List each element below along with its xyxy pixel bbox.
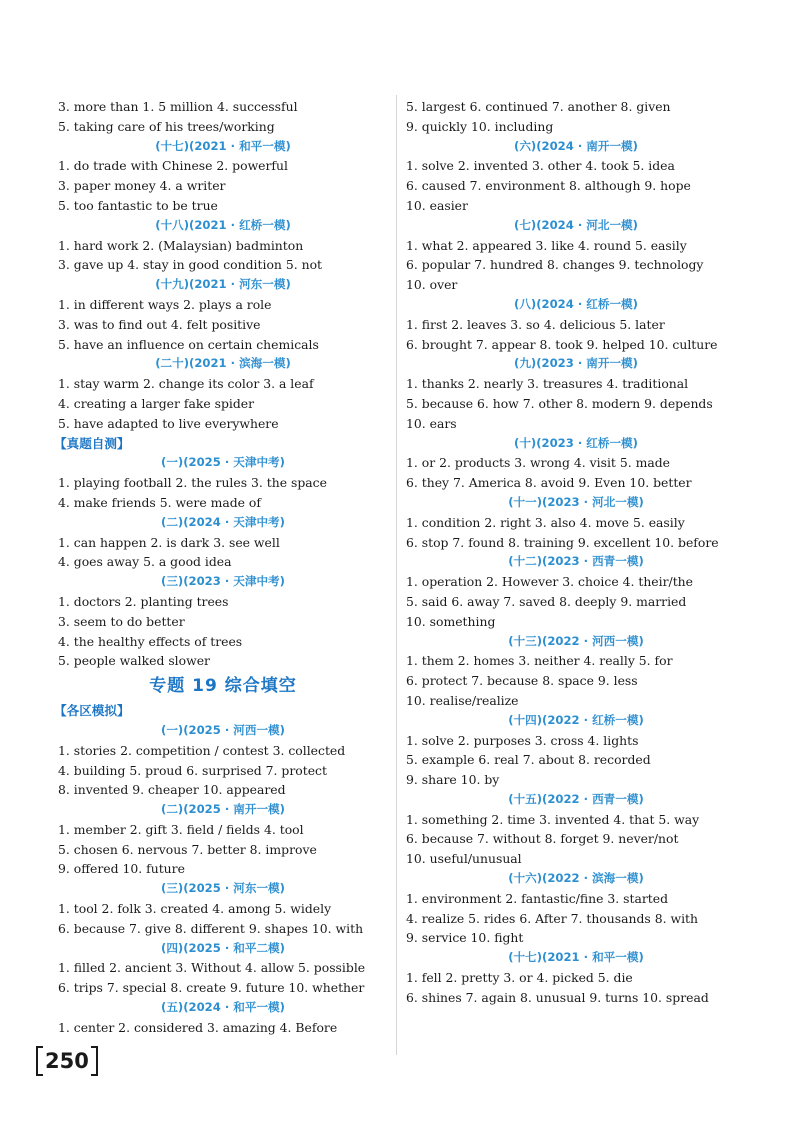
answer-line: 10. ears: [406, 415, 457, 431]
answer-line: 8. invented 9. cheaper 10. appeared: [58, 782, 286, 798]
section-heading: (十七)(2021 · 和平一模): [155, 138, 291, 153]
section-heading: (一)(2025 · 天津中考): [161, 455, 285, 470]
section-heading: (五)(2024 · 和平一模): [161, 1000, 285, 1015]
section-heading: (十七)(2021 · 和平一模): [508, 950, 644, 965]
answer-line: 9. quickly 10. including: [406, 118, 554, 134]
answer-line: 1. stay warm 2. change its color 3. a leaf: [58, 376, 314, 392]
answer-line: 6. because 7. without 8. forget 9. never/not: [406, 831, 679, 847]
section-heading: (十八)(2021 · 红桥一模): [155, 217, 291, 232]
answer-line: 6. they 7. America 8. avoid 9. Even 10. better: [406, 475, 692, 491]
page-bracket-right: [91, 1046, 98, 1076]
answer-line: 10. realise/realize: [406, 692, 519, 708]
answer-line: 1. filled 2. ancient 3. Without 4. allow 5. possible: [58, 960, 366, 976]
answer-line: 4. make friends 5. were made of: [58, 494, 261, 510]
answer-line: 6. stop 7. found 8. training 9. excellent 10. before: [406, 534, 719, 550]
answer-line: 1. in different ways 2. plays a role: [58, 296, 272, 312]
section-heading: (二)(2024 · 天津中考): [161, 514, 285, 529]
answer-line: 1. hard work 2. (Malaysian) badminton: [58, 237, 304, 253]
right-answer-column: [406, 97, 746, 1008]
answer-line: 4. building 5. proud 6. surprised 7. protect: [58, 762, 327, 778]
answer-line: 1. solve 2. purposes 3. cross 4. lights: [406, 732, 639, 748]
answer-line: 5. have adapted to live everywhere: [58, 415, 279, 431]
answer-line: 1. member 2. gift 3. field / fields 4. tool: [58, 821, 304, 837]
answer-line: 5. too fantastic to be true: [58, 197, 218, 213]
column-divider: [396, 95, 397, 1055]
answer-line: 6. because 7. give 8. different 9. shapes 10. with: [58, 920, 364, 936]
answer-line: 6. shines 7. again 8. unusual 9. turns 10. spread: [406, 989, 709, 1005]
answer-line: 5. example 6. real 7. about 8. recorded: [406, 752, 651, 768]
answer-line: 1. can happen 2. is dark 3. see well: [58, 534, 280, 550]
section-heading: (一)(2025 · 河西一模): [161, 722, 285, 737]
answer-line: 1. something 2. time 3. invented 4. that 5. way: [406, 811, 700, 827]
left-answer-column: [54, 97, 388, 1038]
answer-line: 6. protect 7. because 8. space 9. less: [406, 673, 638, 689]
answer-line: 9. service 10. fight: [406, 930, 524, 946]
answer-line: 3. paper money 4. a writer: [58, 178, 226, 194]
answer-line: 9. share 10. by: [406, 772, 500, 788]
answer-line: 1. environment 2. fantastic/fine 3. started: [406, 890, 669, 906]
answer-line: 3. was to find out 4. felt positive: [58, 316, 261, 332]
answer-line: 10. easier: [406, 197, 468, 213]
answer-line: 1. operation 2. However 3. choice 4. their/the: [406, 574, 693, 590]
answer-line: 1. doctors 2. planting trees: [58, 593, 229, 609]
page-bracket-left: [36, 1046, 43, 1076]
answer-line: 3. seem to do better: [58, 613, 185, 629]
answer-line: 1. thanks 2. nearly 3. treasures 4. traditional: [406, 376, 689, 392]
answer-line: 9. offered 10. future: [58, 861, 185, 877]
section-heading: (十一)(2023 · 河北一模): [508, 494, 644, 509]
answer-line: 4. the healthy effects of trees: [58, 633, 243, 649]
answer-line: 1. condition 2. right 3. also 4. move 5. easily: [406, 514, 685, 530]
section-heading: (十三)(2022 · 河西一模): [508, 633, 644, 648]
answer-line: 5. have an influence on certain chemicals: [58, 336, 319, 352]
section-heading: (十)(2023 · 红桥一模): [514, 435, 638, 450]
answer-line: 3. more than 1. 5 million 4. successful: [58, 99, 298, 114]
answer-line: 1. tool 2. folk 3. created 4. among 5. widely: [58, 901, 332, 917]
topic-title: 专题 19 综合填空: [149, 676, 297, 697]
answer-line: 1. stories 2. competition / contest 3. collected: [58, 742, 346, 758]
answer-line: 4. realize 5. rides 6. After 7. thousands 8. with: [406, 910, 698, 926]
answer-line: 6. trips 7. special 8. create 9. future 10. whether: [58, 980, 365, 996]
answer-line: 5. largest 6. continued 7. another 8. given: [406, 99, 671, 114]
answer-line: 5. chosen 6. nervous 7. better 8. improve: [58, 841, 317, 857]
answer-line: 3. gave up 4. stay in good condition 5. not: [58, 257, 323, 273]
answer-line: 6. popular 7. hundred 8. changes 9. technology: [406, 257, 704, 273]
answer-line: 1. solve 2. invented 3. other 4. took 5. idea: [406, 158, 675, 174]
section-heading: (七)(2024 · 河北一模): [514, 217, 638, 232]
answer-line: 1. or 2. products 3. wrong 4. visit 5. made: [406, 455, 671, 471]
answer-line: 10. useful/unusual: [406, 851, 522, 867]
section-heading: (二)(2025 · 南开一模): [161, 802, 285, 817]
answer-line: 1. what 2. appeared 3. like 4. round 5. easily: [406, 237, 687, 253]
section-heading: (十九)(2021 · 河东一模): [155, 277, 291, 292]
page-number: 250: [45, 1049, 89, 1073]
answer-line: 1. do trade with Chinese 2. powerful: [58, 158, 288, 174]
section-heading: (十六)(2022 · 滨海一模): [508, 871, 644, 886]
answer-line: 1. them 2. homes 3. neither 4. really 5. for: [406, 653, 673, 669]
section-heading: (三)(2023 · 天津中考): [161, 574, 285, 589]
answer-line: 10. over: [406, 277, 458, 293]
answer-line: 5. people walked slower: [58, 653, 210, 669]
answer-line: 1. fell 2. pretty 3. or 4. picked 5. die: [406, 970, 633, 986]
section-heading: (九)(2023 · 南开一模): [514, 356, 638, 371]
answer-line: 5. said 6. away 7. saved 8. deeply 9. married: [406, 593, 687, 609]
section-heading: (四)(2025 · 和平二模): [161, 940, 285, 955]
answer-line: 10. something: [406, 613, 496, 629]
answer-line: 1. center 2. considered 3. amazing 4. Before: [58, 1019, 338, 1035]
answer-line: 4. creating a larger fake spider: [58, 395, 255, 411]
section-tag: 【真题自测】: [54, 435, 130, 451]
answer-line: 1. playing football 2. the rules 3. the space: [58, 475, 327, 491]
section-heading: (十四)(2022 · 红桥一模): [508, 712, 644, 727]
answer-line: 5. taking care of his trees/working: [58, 118, 275, 134]
section-heading: (十二)(2023 · 西青一模): [508, 554, 644, 569]
section-heading: (十五)(2022 · 西青一模): [508, 791, 644, 806]
section-heading: (三)(2025 · 河东一模): [161, 881, 285, 896]
answer-line: 1. first 2. leaves 3. so 4. delicious 5. later: [406, 316, 665, 332]
answer-line: 5. because 6. how 7. other 8. modern 9. depends: [406, 395, 713, 411]
answer-line: 6. caused 7. environment 8. although 9. hope: [406, 178, 691, 194]
section-heading: (六)(2024 · 南开一模): [514, 138, 638, 153]
section-heading: (二十)(2021 · 滨海一模): [155, 356, 291, 371]
answer-line: 6. brought 7. appear 8. took 9. helped 10. culture: [406, 336, 718, 352]
answer-line: 4. goes away 5. a good idea: [58, 554, 232, 570]
section-tag: 【各区模拟】: [54, 703, 130, 719]
page-number-box: [36, 1046, 98, 1076]
section-heading: (八)(2024 · 红桥一模): [514, 296, 638, 311]
